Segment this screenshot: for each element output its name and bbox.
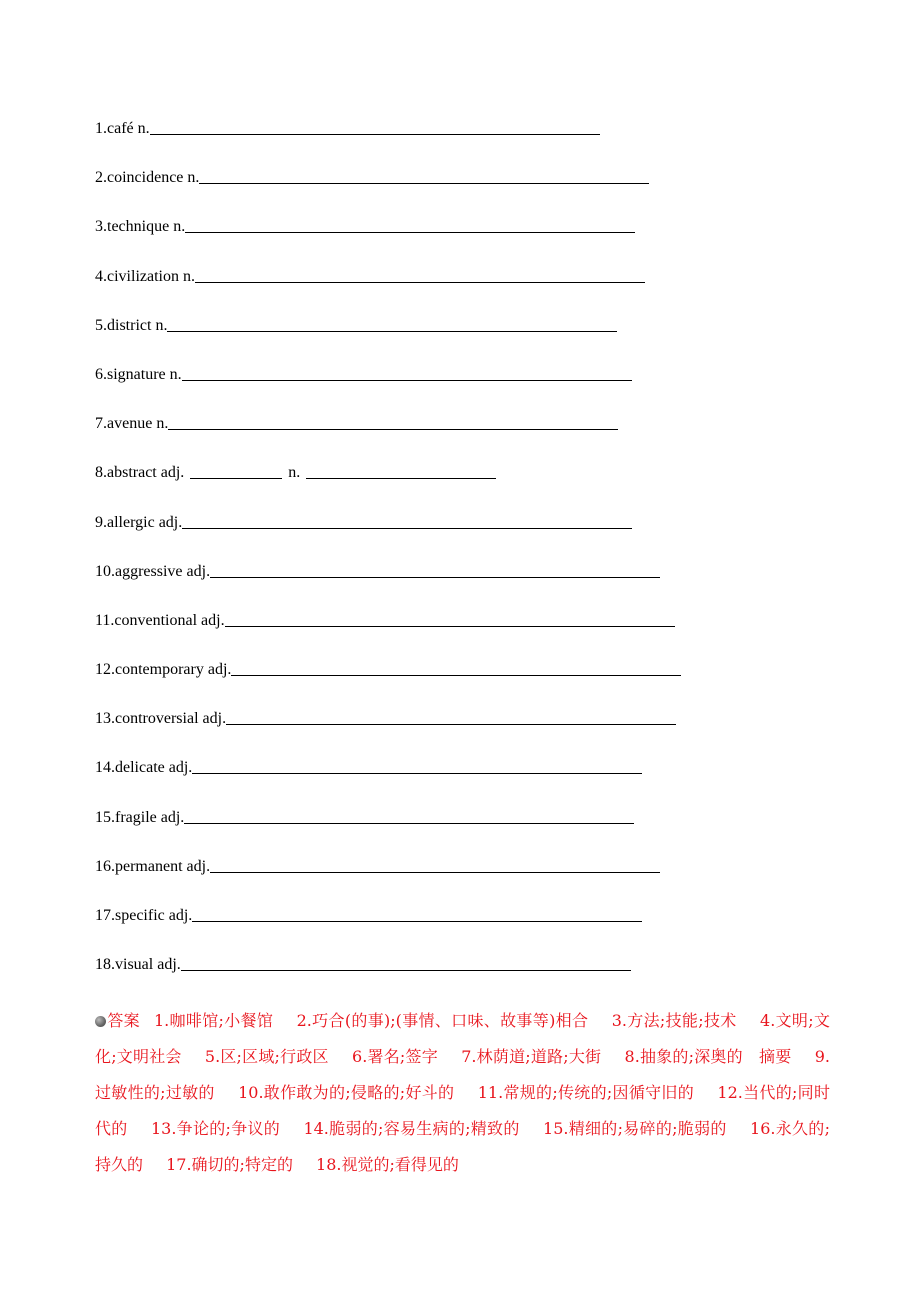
vocab-label [95, 559, 210, 585]
vocab-label [95, 510, 182, 536]
part-of-speech: n. [169, 365, 182, 383]
item-number: 4. [95, 267, 107, 285]
answer-blank[interactable] [168, 411, 618, 430]
item-number: 7. [95, 415, 107, 433]
part-of-speech: adj. [186, 857, 211, 875]
part-of-speech: adj. [207, 661, 232, 679]
answer-entry: 5.区;区域;行政区 [204, 1047, 329, 1066]
item-number: 6. [95, 365, 107, 383]
answer-entry: 2.巧合(的事);(事情、口味、故事等)相合 [296, 1011, 589, 1030]
answer-entry: 11.常规的;传统的;因循守旧的 [477, 1083, 695, 1102]
answer-blank[interactable] [182, 510, 632, 529]
vocab-item [95, 411, 835, 460]
item-number: 5. [95, 316, 107, 334]
answer-blank[interactable] [150, 116, 600, 135]
part-of-speech: adj. [168, 759, 193, 777]
vocab-item [95, 805, 835, 854]
vocab-item [95, 362, 835, 411]
answer-blank[interactable] [210, 559, 660, 578]
part-of-speech: n. [156, 415, 169, 433]
vocab-label [95, 706, 226, 732]
answer-blank[interactable] [167, 313, 617, 332]
vocab-label [95, 214, 185, 240]
vocab-label [95, 608, 225, 634]
vocab-word: café [107, 120, 134, 137]
vocab-word: contemporary [115, 661, 204, 679]
vocab-item [95, 657, 835, 706]
answer-badge-icon [95, 1016, 106, 1027]
answer-entry: 9.过敏性的;过敏的 [95, 1047, 830, 1102]
vocab-label [95, 411, 168, 437]
item-number: 3. [95, 218, 107, 236]
answer-entry: 7.林荫道;道路;大街 [461, 1047, 602, 1066]
vocab-word: controversial [115, 710, 199, 728]
vocab-word: visual [115, 956, 154, 974]
vocab-word: abstract [107, 464, 157, 482]
part-of-speech: adj. [201, 611, 225, 629]
vocabulary-list [95, 116, 835, 1001]
vocab-word: district [107, 316, 152, 334]
part-of-speech: adj. [168, 907, 193, 924]
vocab-word: specific [115, 907, 165, 924]
answer-title: 答案 [107, 1011, 140, 1030]
vocab-word: coincidence [107, 169, 184, 187]
answer-blank[interactable] [225, 608, 675, 627]
vocab-item [95, 214, 835, 263]
answer-entry: 17.确切的;特定的 [166, 1155, 293, 1174]
answer-blank[interactable] [210, 854, 660, 873]
vocab-item [95, 460, 835, 509]
vocab-item [95, 116, 835, 165]
vocab-item [95, 264, 835, 313]
answer-entry: 16.永久的;持久的 [95, 1119, 830, 1174]
vocab-label [95, 460, 184, 486]
answer-blank-secondary[interactable] [306, 460, 496, 479]
answer-blank[interactable] [184, 805, 634, 824]
part-of-speech: n. [173, 218, 186, 236]
answer-blank[interactable] [226, 706, 676, 725]
answer-blank[interactable] [185, 214, 635, 233]
vocab-label [95, 805, 184, 831]
vocab-label [95, 952, 181, 978]
vocab-word: allergic [107, 513, 155, 531]
answer-entry: 13.争论的;争议的 [150, 1119, 281, 1138]
vocab-label [95, 755, 192, 781]
part-of-speech-secondary: n. [288, 464, 301, 482]
part-of-speech: adj. [158, 513, 183, 531]
item-number: 12. [95, 661, 115, 679]
vocab-item [95, 755, 835, 804]
part-of-speech: adj. [186, 562, 211, 580]
answer-entry: 8.抽象的;深奥的 摘要 [624, 1047, 792, 1066]
item-number: 9. [95, 513, 107, 531]
vocab-item [95, 165, 835, 214]
answer-entry: 14.脆弱的;容易生病的;精致的 [303, 1119, 520, 1138]
vocab-word: signature [107, 365, 166, 383]
answer-entry: 6.署名;签字 [352, 1047, 438, 1066]
vocab-label [95, 165, 199, 191]
part-of-speech: n. [155, 316, 168, 334]
vocab-item [95, 608, 835, 657]
vocab-item [95, 559, 835, 608]
vocab-label [95, 313, 167, 339]
answer-blank[interactable] [182, 362, 632, 381]
vocab-label [95, 362, 182, 388]
vocab-item [95, 854, 835, 903]
answer-entry: 1.咖啡馆;小餐馆 [153, 1011, 274, 1030]
answer-entry: 3.方法;技能;技术 [611, 1011, 737, 1030]
item-number: 11. [95, 611, 115, 629]
item-number: 2. [95, 169, 107, 187]
vocab-word: delicate [115, 759, 165, 777]
vocab-label [95, 264, 195, 290]
answer-blank[interactable] [190, 460, 282, 479]
item-number: 8. [95, 464, 107, 482]
vocab-word: technique [107, 218, 170, 236]
answer-blank[interactable] [231, 657, 681, 676]
part-of-speech: adj. [160, 464, 185, 482]
answer-entry: 12.当代的;同时代的 [95, 1083, 830, 1138]
item-number: 17. [95, 907, 115, 924]
vocab-word: fragile [115, 808, 157, 826]
vocab-word: conventional [114, 611, 198, 629]
part-of-speech: adj. [157, 956, 181, 974]
vocab-label [95, 657, 231, 683]
item-number: 13. [95, 710, 115, 728]
part-of-speech: n. [137, 120, 150, 137]
item-number: 14. [95, 759, 115, 777]
vocab-item [95, 510, 835, 559]
vocab-item [95, 313, 835, 362]
answer-entries [95, 1011, 830, 1174]
answer-section [95, 1003, 830, 1183]
vocab-item [95, 706, 835, 755]
vocab-label [95, 903, 192, 929]
vocab-word: permanent [115, 857, 183, 875]
answer-entry: 15.精细的;易碎的;脆弱的 [543, 1119, 727, 1138]
answer-entry: 18.视觉的;看得见的 [316, 1155, 459, 1174]
part-of-speech: adj. [160, 808, 185, 826]
vocab-word: avenue [107, 415, 153, 433]
vocab-label [95, 116, 150, 142]
answer-blank[interactable] [192, 903, 642, 922]
answer-blank[interactable] [181, 952, 631, 971]
vocab-item [95, 903, 835, 952]
vocab-word: civilization [107, 267, 179, 285]
answer-blank[interactable] [199, 165, 649, 184]
vocab-label [95, 854, 210, 880]
item-number: 18. [95, 956, 115, 974]
answer-blank[interactable] [192, 755, 642, 774]
item-number: 1. [95, 120, 107, 137]
vocab-word: aggressive [115, 562, 183, 580]
part-of-speech: adj. [202, 710, 227, 728]
item-number: 10. [95, 562, 115, 580]
part-of-speech: n. [182, 267, 195, 285]
answer-entry: 10.敢作敢为的;侵略的;好斗的 [238, 1083, 455, 1102]
answer-entry: 4.文明;文化;文明社会 [95, 1011, 830, 1066]
vocab-item [95, 952, 835, 1001]
part-of-speech: n. [187, 169, 200, 187]
item-number: 16. [95, 857, 115, 875]
item-number: 15. [95, 808, 115, 826]
answer-blank[interactable] [195, 264, 645, 283]
